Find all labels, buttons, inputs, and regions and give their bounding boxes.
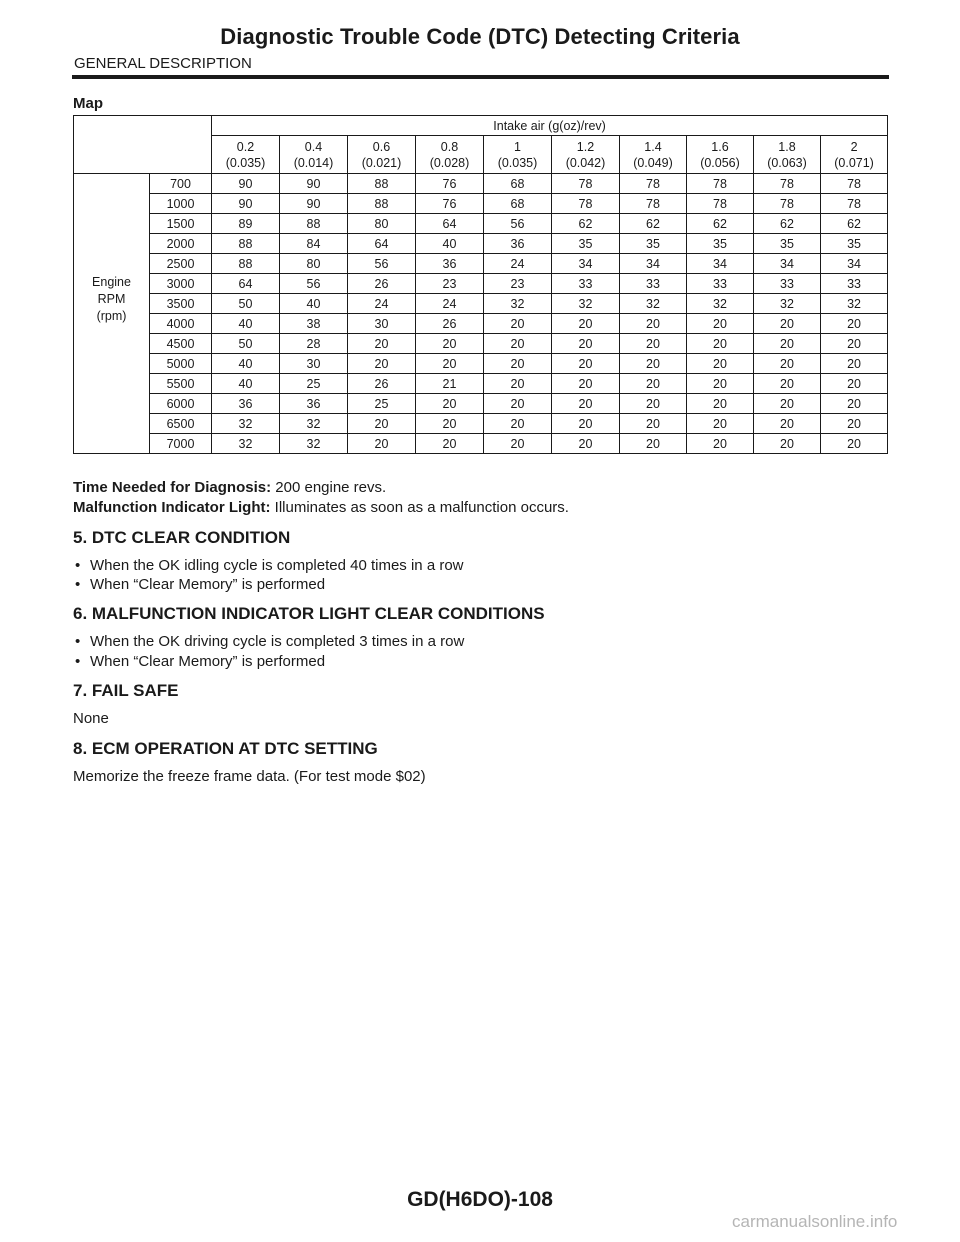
table-cell: 90	[280, 194, 348, 214]
rpm-cell: 2500	[150, 254, 212, 274]
table-cell: 40	[212, 374, 280, 394]
mil-value: Illuminates as soon as a malfunction occurs.	[270, 499, 569, 516]
table-row	[74, 294, 888, 314]
column-value-gs: 2	[850, 139, 858, 154]
table-cell: 20	[754, 354, 821, 374]
rpm-cell: 5000	[150, 354, 212, 374]
table-cell: 26	[348, 274, 416, 294]
table-cell: 40	[212, 354, 280, 374]
map-label: Map	[73, 95, 103, 112]
table-cell: 62	[754, 214, 821, 234]
intake-air-column-header	[212, 136, 280, 174]
intake-air-column-header	[348, 136, 416, 174]
table-cell: 32	[212, 414, 280, 434]
intake-air-header: Intake air (g(oz)/rev)	[212, 116, 888, 136]
engine-rpm-label	[74, 174, 150, 454]
table-cell: 20	[348, 414, 416, 434]
table-cell: 32	[280, 414, 348, 434]
table-cell: 78	[754, 194, 821, 214]
table-cell: 32	[552, 294, 620, 314]
table-cell: 76	[416, 194, 484, 214]
table-cell: 90	[280, 174, 348, 194]
table-cell: 20	[552, 334, 620, 354]
time-needed-label: Time Needed for Diagnosis:	[73, 479, 272, 496]
rpm-cell: 700	[150, 174, 212, 194]
table-cell: 20	[620, 314, 687, 334]
rpm-cell: 3000	[150, 274, 212, 294]
bullet-icon: •	[75, 557, 81, 574]
table-cell: 20	[416, 434, 484, 454]
table-cell: 20	[687, 334, 754, 354]
table-cell: 20	[821, 394, 888, 414]
table-cell: 20	[687, 414, 754, 434]
table-cell: 34	[552, 254, 620, 274]
table-cell: 20	[416, 334, 484, 354]
table-header-row	[74, 116, 888, 136]
table-cell: 20	[348, 354, 416, 374]
table-cell: 20	[754, 374, 821, 394]
rpm-cell: 7000	[150, 434, 212, 454]
table-cell: 90	[212, 194, 280, 214]
table-cell: 33	[754, 274, 821, 294]
table-cell: 76	[416, 174, 484, 194]
rpm-cell: 1500	[150, 214, 212, 234]
table-cell: 88	[212, 234, 280, 254]
table-cell: 26	[348, 374, 416, 394]
table-row	[74, 194, 888, 214]
table-row	[74, 374, 888, 394]
rpm-cell: 6000	[150, 394, 212, 414]
table-cell: 34	[754, 254, 821, 274]
table-cell: 68	[484, 174, 552, 194]
table-cell: 20	[821, 414, 888, 434]
table-cell: 38	[280, 314, 348, 334]
intake-air-column-header	[484, 136, 552, 174]
table-cell: 62	[552, 214, 620, 234]
table-cell: 62	[821, 214, 888, 234]
table-cell: 20	[821, 334, 888, 354]
table-cell: 23	[484, 274, 552, 294]
section-5-bullet	[75, 576, 325, 593]
table-cell: 88	[212, 254, 280, 274]
engine-rpm-label-line: Engine	[92, 275, 131, 289]
table-cell: 78	[754, 174, 821, 194]
table-row	[74, 234, 888, 254]
table-cell: 25	[348, 394, 416, 414]
table-cell: 32	[620, 294, 687, 314]
table-cell: 20	[348, 434, 416, 454]
table-cell: 64	[348, 234, 416, 254]
rpm-cell: 1000	[150, 194, 212, 214]
table-cell: 78	[620, 194, 687, 214]
table-cell: 30	[280, 354, 348, 374]
column-value-oz: (0.063)	[767, 155, 807, 170]
column-value-gs: 1.4	[644, 139, 662, 154]
rpm-cell: 4500	[150, 334, 212, 354]
table-cell: 40	[416, 234, 484, 254]
section-7-text: None	[73, 710, 109, 727]
table-cell: 20	[687, 314, 754, 334]
table-cell: 62	[687, 214, 754, 234]
section-5-bullet	[75, 557, 464, 574]
column-value-gs: 1	[514, 139, 521, 154]
table-cell: 36	[484, 234, 552, 254]
table-row	[74, 414, 888, 434]
table-cell: 20	[552, 314, 620, 334]
table-cell: 35	[687, 234, 754, 254]
time-needed-line	[73, 479, 386, 496]
table-cell: 20	[754, 434, 821, 454]
table-cell: 88	[280, 214, 348, 234]
table-cell: 32	[754, 294, 821, 314]
table-cell: 20	[620, 414, 687, 434]
mil-line	[73, 499, 569, 516]
table-cell: 26	[416, 314, 484, 334]
table-cell: 33	[620, 274, 687, 294]
table-cell: 20	[687, 394, 754, 414]
table-cell: 20	[754, 334, 821, 354]
table-cell: 68	[484, 194, 552, 214]
table-row	[74, 314, 888, 334]
column-value-oz: (0.049)	[633, 155, 673, 170]
page-code: GD(H6DO)-108	[407, 1188, 553, 1211]
column-value-gs: 0.8	[440, 139, 459, 154]
table-cell: 32	[212, 434, 280, 454]
table-cell: 20	[484, 414, 552, 434]
engine-rpm-label-line: (rpm)	[96, 309, 127, 323]
table-cell: 78	[687, 174, 754, 194]
section-subtitle: GENERAL DESCRIPTION	[74, 55, 252, 72]
bullet-icon: •	[75, 633, 81, 650]
rpm-cell: 6500	[150, 414, 212, 434]
table-cell: 64	[416, 214, 484, 234]
section-8-heading: 8. ECM OPERATION AT DTC SETTING	[73, 739, 378, 758]
table-cell: 89	[212, 214, 280, 234]
table-cell: 32	[484, 294, 552, 314]
table-cell: 56	[280, 274, 348, 294]
table-cell: 20	[416, 354, 484, 374]
table-cell: 90	[212, 174, 280, 194]
bullet-text: When the OK idling cycle is completed 40 times in a row	[90, 557, 464, 574]
table-cell: 35	[620, 234, 687, 254]
corner-cell	[74, 116, 212, 174]
table-cell: 28	[280, 334, 348, 354]
time-needed-value: 200 engine revs.	[271, 479, 387, 496]
table-cell: 20	[620, 334, 687, 354]
table-cell: 24	[348, 294, 416, 314]
table-cell: 20	[620, 394, 687, 414]
table-cell: 56	[484, 214, 552, 234]
table-cell: 20	[416, 414, 484, 434]
intake-air-column-header	[280, 136, 348, 174]
column-value-gs: 0.6	[372, 139, 391, 154]
table-cell: 30	[348, 314, 416, 334]
table-cell: 20	[484, 434, 552, 454]
table-cell: 62	[620, 214, 687, 234]
intake-air-column-header	[754, 136, 821, 174]
table-row	[74, 354, 888, 374]
table-cell: 20	[484, 354, 552, 374]
section-7-heading: 7. FAIL SAFE	[73, 681, 179, 700]
table-cell: 84	[280, 234, 348, 254]
table-cell: 20	[348, 334, 416, 354]
table-row	[74, 274, 888, 294]
table-cell: 36	[212, 394, 280, 414]
table-cell: 50	[212, 334, 280, 354]
watermark: carmanualsonline.info	[732, 1212, 898, 1231]
table-cell: 20	[552, 434, 620, 454]
table-cell: 50	[212, 294, 280, 314]
table-cell: 33	[821, 274, 888, 294]
section-6-bullet	[75, 633, 464, 650]
table-cell: 35	[821, 234, 888, 254]
table-cell: 20	[687, 374, 754, 394]
intake-air-column-header	[552, 136, 620, 174]
rpm-cell: 5500	[150, 374, 212, 394]
table-cell: 20	[484, 314, 552, 334]
section-5-heading: 5. DTC CLEAR CONDITION	[73, 528, 291, 547]
bullet-icon: •	[75, 653, 81, 670]
table-cell: 20	[552, 374, 620, 394]
table-cell: 78	[687, 194, 754, 214]
bullet-text: When “Clear Memory” is performed	[90, 576, 326, 593]
table-cell: 34	[687, 254, 754, 274]
table-cell: 80	[280, 254, 348, 274]
table-cell: 34	[821, 254, 888, 274]
map-table	[73, 115, 888, 454]
table-cell: 78	[620, 174, 687, 194]
intake-air-column-header	[416, 136, 484, 174]
table-cell: 56	[348, 254, 416, 274]
column-value-oz: (0.056)	[700, 155, 740, 170]
page-title: Diagnostic Trouble Code (DTC) Detecting Criteria	[220, 24, 740, 49]
table-cell: 40	[212, 314, 280, 334]
column-value-oz: (0.014)	[293, 155, 334, 170]
table-cell: 20	[484, 394, 552, 414]
column-value-oz: (0.035)	[497, 155, 538, 170]
table-row	[74, 174, 888, 194]
section-6-bullet	[75, 653, 325, 670]
table-cell: 20	[484, 374, 552, 394]
table-cell: 20	[620, 434, 687, 454]
table-row	[74, 214, 888, 234]
table-cell: 25	[280, 374, 348, 394]
table-cell: 32	[821, 294, 888, 314]
rpm-cell: 2000	[150, 234, 212, 254]
column-value-gs: 1.8	[778, 139, 796, 154]
table-cell: 20	[552, 354, 620, 374]
table-cell: 40	[280, 294, 348, 314]
engine-rpm-label-line: RPM	[97, 292, 126, 306]
table-cell: 20	[821, 434, 888, 454]
table-cell: 21	[416, 374, 484, 394]
table-cell: 20	[484, 334, 552, 354]
table-cell: 78	[821, 194, 888, 214]
column-value-gs: 0.4	[304, 139, 323, 154]
table-cell: 20	[754, 394, 821, 414]
column-value-gs: 0.2	[236, 139, 255, 154]
column-value-oz: (0.042)	[565, 155, 606, 170]
column-value-gs: 1.2	[576, 139, 595, 154]
table-cell: 35	[754, 234, 821, 254]
table-cell: 88	[348, 194, 416, 214]
table-cell: 20	[754, 414, 821, 434]
rpm-cell: 3500	[150, 294, 212, 314]
table-cell: 78	[821, 174, 888, 194]
table-cell: 20	[620, 374, 687, 394]
table-cell: 36	[416, 254, 484, 274]
intake-air-column-header	[620, 136, 687, 174]
table-cell: 88	[348, 174, 416, 194]
table-row	[74, 254, 888, 274]
intake-air-column-header	[687, 136, 754, 174]
table-cell: 20	[821, 374, 888, 394]
table-cell: 32	[687, 294, 754, 314]
section-8-text: Memorize the freeze frame data. (For test mode $02)	[73, 768, 426, 785]
table-cell: 35	[552, 234, 620, 254]
table-cell: 20	[552, 414, 620, 434]
table-cell: 80	[348, 214, 416, 234]
table-cell: 33	[687, 274, 754, 294]
table-row	[74, 394, 888, 414]
table-cell: 20	[821, 314, 888, 334]
table-cell: 64	[212, 274, 280, 294]
table-cell: 20	[821, 354, 888, 374]
table-cell: 32	[280, 434, 348, 454]
table-cell: 20	[754, 314, 821, 334]
bullet-icon: •	[75, 576, 81, 593]
section-6-heading: 6. MALFUNCTION INDICATOR LIGHT CLEAR CONDITIONS	[73, 604, 545, 623]
table-cell: 24	[484, 254, 552, 274]
table-cell: 20	[620, 354, 687, 374]
column-value-oz: (0.028)	[429, 155, 470, 170]
table-cell: 20	[552, 394, 620, 414]
table-row	[74, 434, 888, 454]
column-value-oz: (0.021)	[361, 155, 402, 170]
header-divider	[72, 75, 889, 79]
table-cell: 24	[416, 294, 484, 314]
table-row	[74, 334, 888, 354]
table-cell: 78	[552, 194, 620, 214]
bullet-text: When “Clear Memory” is performed	[90, 653, 326, 670]
column-value-oz: (0.035)	[225, 155, 266, 170]
table-cell: 78	[552, 174, 620, 194]
table-cell: 23	[416, 274, 484, 294]
table-cell: 34	[620, 254, 687, 274]
intake-air-column-header	[821, 136, 888, 174]
table-cell: 20	[416, 394, 484, 414]
table-cell: 20	[687, 354, 754, 374]
table-cell: 33	[552, 274, 620, 294]
table-cell: 36	[280, 394, 348, 414]
mil-label: Malfunction Indicator Light:	[73, 499, 271, 516]
table-cell: 20	[687, 434, 754, 454]
column-value-oz: (0.071)	[834, 155, 874, 170]
rpm-cell: 4000	[150, 314, 212, 334]
bullet-text: When the OK driving cycle is completed 3 times in a row	[90, 633, 465, 650]
column-value-gs: 1.6	[711, 139, 729, 154]
